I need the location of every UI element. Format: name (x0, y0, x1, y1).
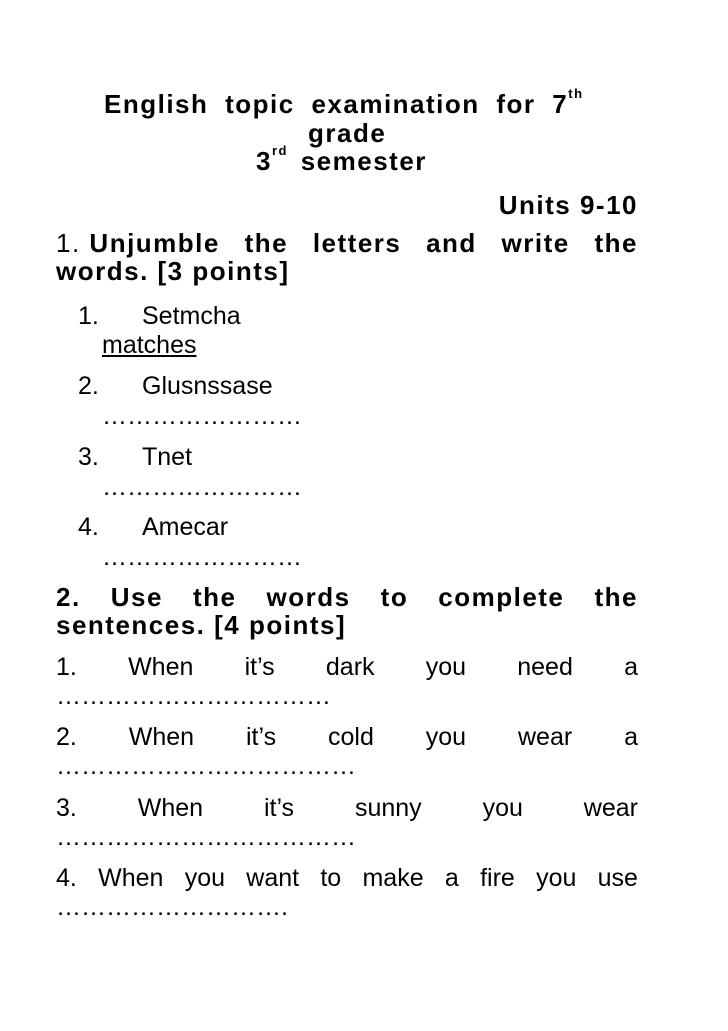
answer-field[interactable]: …………………… (102, 543, 302, 571)
list-item (78, 443, 192, 472)
question-1-first-word (56, 229, 220, 257)
sentence-word: a (624, 653, 638, 681)
sentence-item (56, 723, 638, 781)
semester-word: semester (300, 146, 427, 176)
sentence-word: you (536, 864, 577, 892)
semester-number: 3 (256, 146, 272, 176)
sentence-word: 3. (56, 794, 77, 822)
title-text: English topic examination for 7 (104, 89, 569, 119)
sentence-word: you (425, 653, 467, 681)
answer-field[interactable]: matches (102, 331, 197, 359)
grade-label: grade (308, 118, 387, 148)
heading-word: words (266, 582, 351, 612)
sentence-word: When (128, 723, 195, 751)
list-item (78, 513, 228, 542)
heading-word: letters (312, 228, 402, 258)
sentence-word: 4. (56, 864, 77, 892)
semester-superscript: rd (271, 143, 288, 158)
sentence-word: When (128, 653, 194, 681)
question-1-heading (56, 229, 638, 285)
item-number: 3. (78, 443, 99, 471)
heading-word: to (380, 582, 409, 612)
question-1-heading-line2: words. [3 points] (56, 256, 290, 286)
heading-word: Use (110, 582, 163, 612)
item-number: 2. (78, 372, 99, 400)
sentence-word: you (425, 723, 467, 751)
sentence-word: make (362, 864, 424, 892)
title-superscript: th (568, 86, 584, 101)
heading-word: Unjumble (89, 228, 220, 258)
question-1-number: 1. (56, 228, 81, 258)
heading-word: the (192, 582, 237, 612)
list-item (78, 302, 241, 331)
sentence-word: it’s (245, 723, 277, 751)
heading-word: complete (438, 582, 565, 612)
heading-word: the (594, 582, 638, 612)
sentence-word: to (320, 864, 342, 892)
sentence-word: want (246, 864, 300, 892)
heading-word: 2. (56, 582, 81, 612)
exam-title (104, 86, 584, 120)
sentence-word: 1. (56, 653, 77, 681)
sentence-word: sunny (354, 794, 422, 822)
list-item (78, 372, 273, 401)
answer-blank[interactable]: …………………………… (56, 682, 331, 710)
answer-blank[interactable]: ………………………. (56, 893, 288, 921)
sentence-word: you (184, 864, 226, 892)
sentence-word: wear (518, 723, 573, 751)
answer-blank[interactable]: ……………………………… (56, 823, 356, 851)
sentence-word: cold (328, 723, 374, 751)
sentence-word: dark (325, 653, 375, 681)
units-label: Units 9-10 (498, 190, 638, 220)
sentence-word: you (482, 794, 523, 822)
scrambled-word: Tnet (142, 443, 193, 471)
sentence-word: it’s (263, 794, 295, 822)
scrambled-word: Setmcha (142, 302, 241, 330)
scrambled-word: Glusnssase (142, 372, 273, 400)
item-number: 1. (78, 302, 99, 330)
answer-blank[interactable]: ……………………………… (56, 752, 356, 780)
sentence-word: When (137, 794, 204, 822)
sentence-word: a (624, 723, 638, 751)
scrambled-word: Amecar (142, 513, 229, 541)
answer-field[interactable]: …………………… (102, 402, 302, 430)
semester-label (256, 143, 427, 177)
sentence-item (56, 864, 638, 922)
answer-field[interactable]: …………………… (102, 473, 302, 501)
item-number: 4. (78, 513, 99, 541)
sentence-word: need (517, 653, 573, 681)
heading-word: the (594, 228, 638, 258)
sentence-item (56, 653, 638, 711)
sentence-word: wear (583, 794, 638, 822)
question-2-heading-line2: sentences. [4 points] (56, 610, 347, 640)
sentence-word: fire (480, 864, 515, 892)
heading-word: and (426, 228, 477, 258)
sentence-word: a (444, 864, 459, 892)
sentence-item (56, 794, 638, 852)
heading-word: write (501, 228, 570, 258)
sentence-word: 2. (56, 723, 77, 751)
heading-word: the (244, 228, 289, 258)
sentence-word: it’s (244, 653, 275, 681)
sentence-word: use (597, 864, 638, 892)
question-2-heading (56, 583, 638, 639)
sentence-word: When (98, 864, 164, 892)
